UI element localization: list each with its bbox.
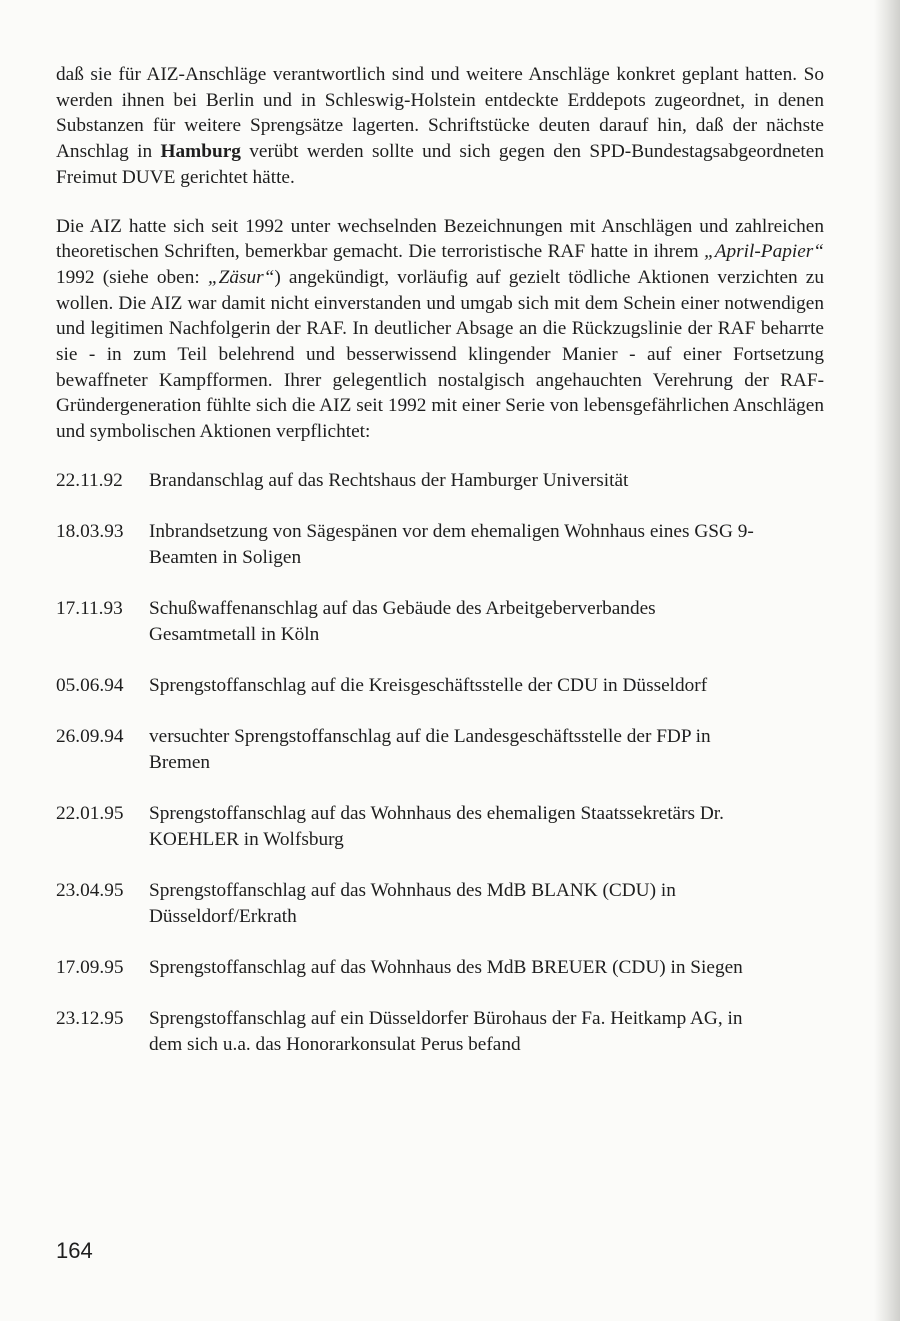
paragraph-1: daß sie für AIZ-Anschläge verantwortlich sind und weitere Anschläge konkret geplant hatten. So werden ihnen bei Berlin und in Schleswig-Holstein entdeckte Erddepots zugeordnet, in denen Substanzen für weitere Sprengsätze lagerten. Schriftstücke deuten darauf hin, daß der nächste Anschlag in Hamburg verübt werden sollte und sich gegen den SPD-Bundestagsabgeordneten Freimut DUVE gerichtet hätte. [56, 64, 824, 188]
event-text: Sprengstoffanschlag auf ein Düsseldorfer Bürohaus der Fa. Heitkamp AG, in dem sich u.a. das Honorarkonsulat Perus befand [149, 1007, 743, 1055]
event-text: Sprengstoffanschlag auf die Kreisgeschäftsstelle der CDU in Düsseldorf [149, 674, 708, 696]
event-text: Sprengstoffanschlag auf das Wohnhaus des ehemaligen Staatssekretärs Dr. KOEHLER in Wolfsburg [149, 802, 724, 850]
emphasis-april-papier: „April-Papier“ [704, 241, 824, 263]
list-item [56, 519, 824, 571]
emphasis-zaesur: „Zäsur“ [207, 266, 275, 288]
list-item [56, 468, 824, 494]
event-date: 18.03.93 [56, 520, 124, 542]
event-list [56, 468, 824, 1058]
list-item [56, 724, 824, 776]
list-item [56, 878, 824, 930]
event-text: Sprengstoffanschlag auf das Wohnhaus des MdB BLANK (CDU) in Düsseldorf/Erkrath [149, 879, 676, 927]
paragraph-2: Die AIZ hatte sich seit 1992 unter wechselnden Bezeichnungen mit Anschlägen und zahlreichen theoretischen Schriften, bemerkbar gemacht. Die terroristische RAF hatte in ihrem „April-Papier“ 1992 (siehe oben: „Zäsur“) angekündigt, vorläufig auf gezielt tödliche Aktionen verzichten zu wollen. Die AIZ war damit nicht einverstanden und umgab sich mit dem Schein einer notwendigen und legitimen Nachfolgerin der RAF. In deutlicher Absage an die Rückzugslinie der RAF beharrte sie - in zum Teil belehrend und besserwissend klingender Manier - auf einer Fortsetzung bewaffneter Kampfformen. Ihrer gelegentlich nostalgisch angehauchten Verehrung der RAF-Gründergeneration fühlte sich die AIZ seit 1992 mit einer Serie von lebensgefährlichen Anschlägen und symbolischen Aktionen verpflichtet: [56, 215, 825, 443]
page-edge-shadow [874, 0, 900, 1321]
list-item [56, 1006, 824, 1058]
event-text: versuchter Sprengstoffanschlag auf die Landesgeschäftsstelle der FDP in Bremen [149, 725, 711, 773]
event-date: 26.09.94 [56, 725, 124, 747]
event-date: 17.09.95 [56, 956, 124, 978]
event-text: Schußwaffenanschlag auf das Gebäude des Arbeitgeberverbandes Gesamtmetall in Köln [149, 597, 656, 645]
event-text: Brandanschlag auf das Rechtshaus der Hamburger Universität [149, 469, 629, 491]
list-item [56, 673, 824, 699]
page-number: 164 [56, 1238, 93, 1263]
event-date: 17.11.93 [56, 597, 123, 619]
event-text: Sprengstoffanschlag auf das Wohnhaus des MdB BREUER (CDU) in Siegen [149, 956, 743, 978]
event-date: 23.12.95 [56, 1007, 124, 1029]
event-date: 22.01.95 [56, 802, 124, 824]
event-date: 05.06.94 [56, 674, 124, 696]
list-item [56, 955, 824, 981]
event-date: 23.04.95 [56, 879, 124, 901]
event-text: Inbrandsetzung von Sägespänen vor dem ehemaligen Wohnhaus eines GSG 9-Beamten in Soligen [149, 520, 754, 568]
emphasis-hamburg: Hamburg [160, 141, 241, 163]
event-date: 22.11.92 [56, 469, 123, 491]
list-item [56, 801, 824, 853]
list-item [56, 596, 824, 648]
document-page [56, 62, 824, 1058]
